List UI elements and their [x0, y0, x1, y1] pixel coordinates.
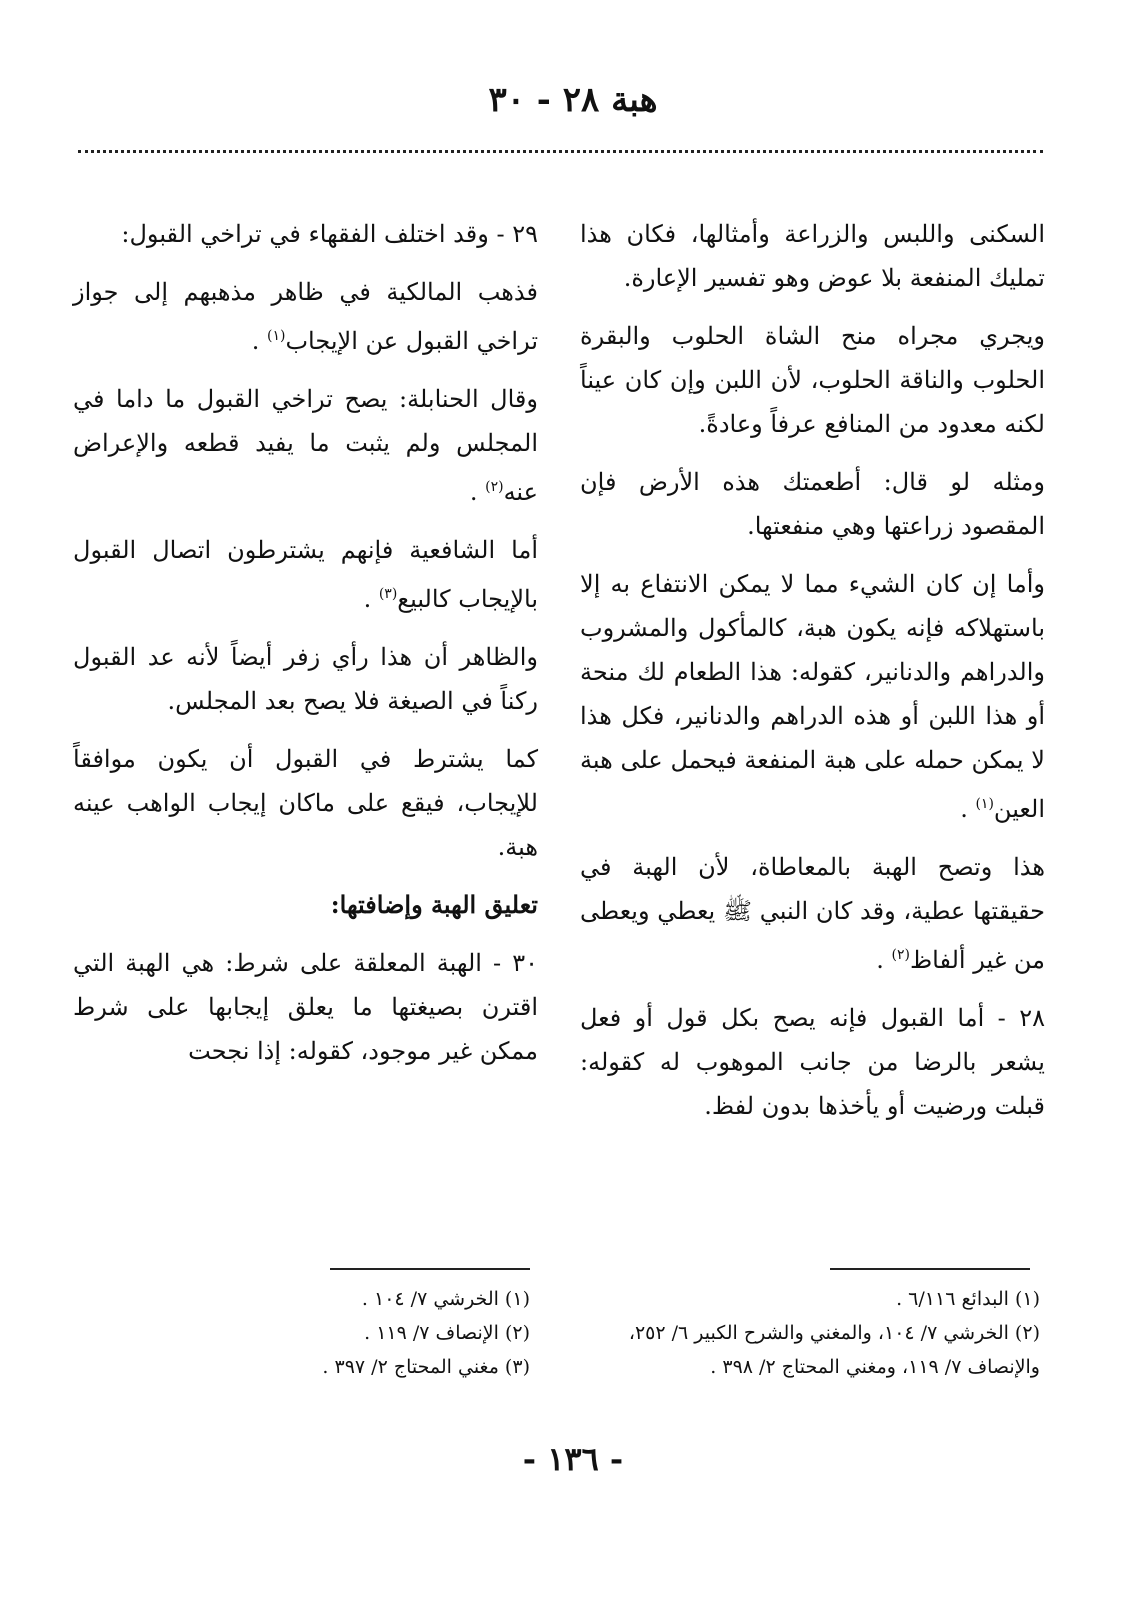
section-heading: تعليق الهبة وإضافتها:: [330, 890, 538, 919]
footnotes-left: [255, 1282, 530, 1384]
right-paragraph-6: ٢٨ - أما القبول فإنه يصح بكل قول أو فعل يشعر بالرضا من جانب الموهوب له كقوله: قبلت ورضيت أو يأخذها بدون لفظ.: [580, 1004, 1045, 1120]
left-paragraph-3: وقال الحنابلة: يصح تراخي القبول ما داما في المجلس ولم يثبت ما يفيد قطعه والإعراض عنه$^{(٢)}$ .: [73, 385, 538, 506]
left-column: [73, 212, 538, 1087]
right-paragraph-3: ومثله لو قال: أطعمتك هذه الأرض فإن المقصود زراعتها وهي منفعتها.: [580, 468, 1045, 540]
page-header-title: هبة ٢٨ - ٣٠: [488, 80, 658, 120]
header-dotted-rule: [78, 150, 1043, 153]
left-paragraph-1: ٢٩ - وقد اختلف الفقهاء في تراخي القبول:: [121, 220, 538, 248]
footnote-right-2: (٢) الخرشي ٧/ ١٠٤، والمغني والشرح الكبير ٦/ ٢٥٢، والإنصاف ٧/ ١١٩، ومغني المحتاج ٢/ ٣٩٨ .: [628, 1322, 1040, 1378]
footnote-rule-left: [330, 1268, 530, 1270]
footnote-left-1: (١) الخرشي ٧/ ١٠٤ .: [361, 1288, 530, 1310]
left-paragraph-4: أما الشافعية فإنهم يشترطون اتصال القبول بالإيجاب كالبيع$^{(٣)}$ .: [73, 536, 538, 613]
left-paragraph-3-text: وقال الحنابلة: يصح تراخي القبول ما داما في المجلس ولم يثبت ما يفيد قطعه والإعراض عنه: [73, 385, 538, 506]
right-paragraph-1: السكنى واللبس والزراعة وأمثالها، فكان هذا تمليك المنفعة بلا عوض وهو تفسير الإعارة.: [580, 220, 1045, 292]
right-paragraph-5-text: هذا وتصح الهبة بالمعاطاة، لأن الهبة في حقيقتها عطية، وقد كان النبي ﷺ يعطي ويعطى من غير ألفاظ: [580, 853, 1045, 974]
left-paragraph-2-text: فذهب المالكية في ظاهر مذهبهم إلى جواز تراخي القبول عن الإيجاب: [73, 278, 538, 355]
left-paragraph-6: كما يشترط في القبول أن يكون موافقاً للإيجاب، فيقع على ماكان إيجاب الواهب عينه هبة.: [73, 745, 538, 861]
right-paragraph-2: ويجري مجراه منح الشاة الحلوب والبقرة الحلوب والناقة الحلوب، لأن اللبن وإن كان عيناً لكنه معدود من المنافع عرفاً وعادةً.: [580, 322, 1045, 438]
left-paragraph-5: والظاهر أن هذا رأي زفر أيضاً لأنه عد القبول ركناً في الصيغة فلا يصح بعد المجلس.: [73, 643, 538, 715]
right-paragraph-5: هذا وتصح الهبة بالمعاطاة، لأن الهبة في حقيقتها عطية، وقد كان النبي ﷺ يعطي ويعطى من غير ألفاظ$^{(٢)}$ .: [580, 853, 1045, 974]
left-paragraph-2: فذهب المالكية في ظاهر مذهبهم إلى جواز تراخي القبول عن الإيجاب$^{(١)}$ .: [73, 278, 538, 355]
footnotes-right: [580, 1282, 1040, 1384]
footnote-marker: (١): [266, 328, 286, 344]
right-column: [580, 212, 1045, 1142]
footnote-marker: (١): [975, 796, 994, 812]
footnote-marker: (٢): [485, 479, 504, 495]
footnote-right-1: (١) البدائع ٦/١١٦ .: [896, 1288, 1040, 1310]
left-paragraph-7: ٣٠ - الهبة المعلقة على شرط: هي الهبة التي اقترن بصيغتها ما يعلق إيجابها على شرط ممكن غير موجود، كقوله: إذا نجحت: [73, 949, 538, 1065]
page-number: - ١٣٦ -: [522, 1440, 624, 1478]
footnote-left-2: (٢) الإنصاف ٧/ ١١٩ .: [364, 1322, 530, 1344]
right-paragraph-4-text: وأما إن كان الشيء مما لا يمكن الانتفاع به إلا باستهلاكه فإنه يكون هبة، كالمأكول والمشروب والدراهم والدنانير، كقوله: هذا الطعام لك منحة أو هذا اللبن أو هذه الدراهم والدنانير، فكل هذا لا يمكن حمله على هبة المنفعة فيحمل على هبة العين: [580, 570, 1045, 823]
footnote-rule-right: [830, 1268, 1030, 1270]
right-paragraph-4: وأما إن كان الشيء مما لا يمكن الانتفاع به إلا باستهلاكه فإنه يكون هبة، كالمأكول والمشروب والدراهم والدنانير، كقوله: هذا الطعام لك منحة أو هذا اللبن أو هذه الدراهم والدنانير، فكل هذا لا يمكن حمله على هبة المنفعة فيحمل على هبة العين$^{(١)}$ .: [580, 570, 1045, 823]
footnote-left-3: (٣) مغني المحتاج ٢/ ٣٩٧ .: [322, 1356, 530, 1378]
footnote-marker: (٣): [378, 586, 398, 602]
footnote-marker: (٢): [891, 947, 910, 963]
left-paragraph-4-text: أما الشافعية فإنهم يشترطون اتصال القبول بالإيجاب كالبيع: [73, 536, 538, 613]
